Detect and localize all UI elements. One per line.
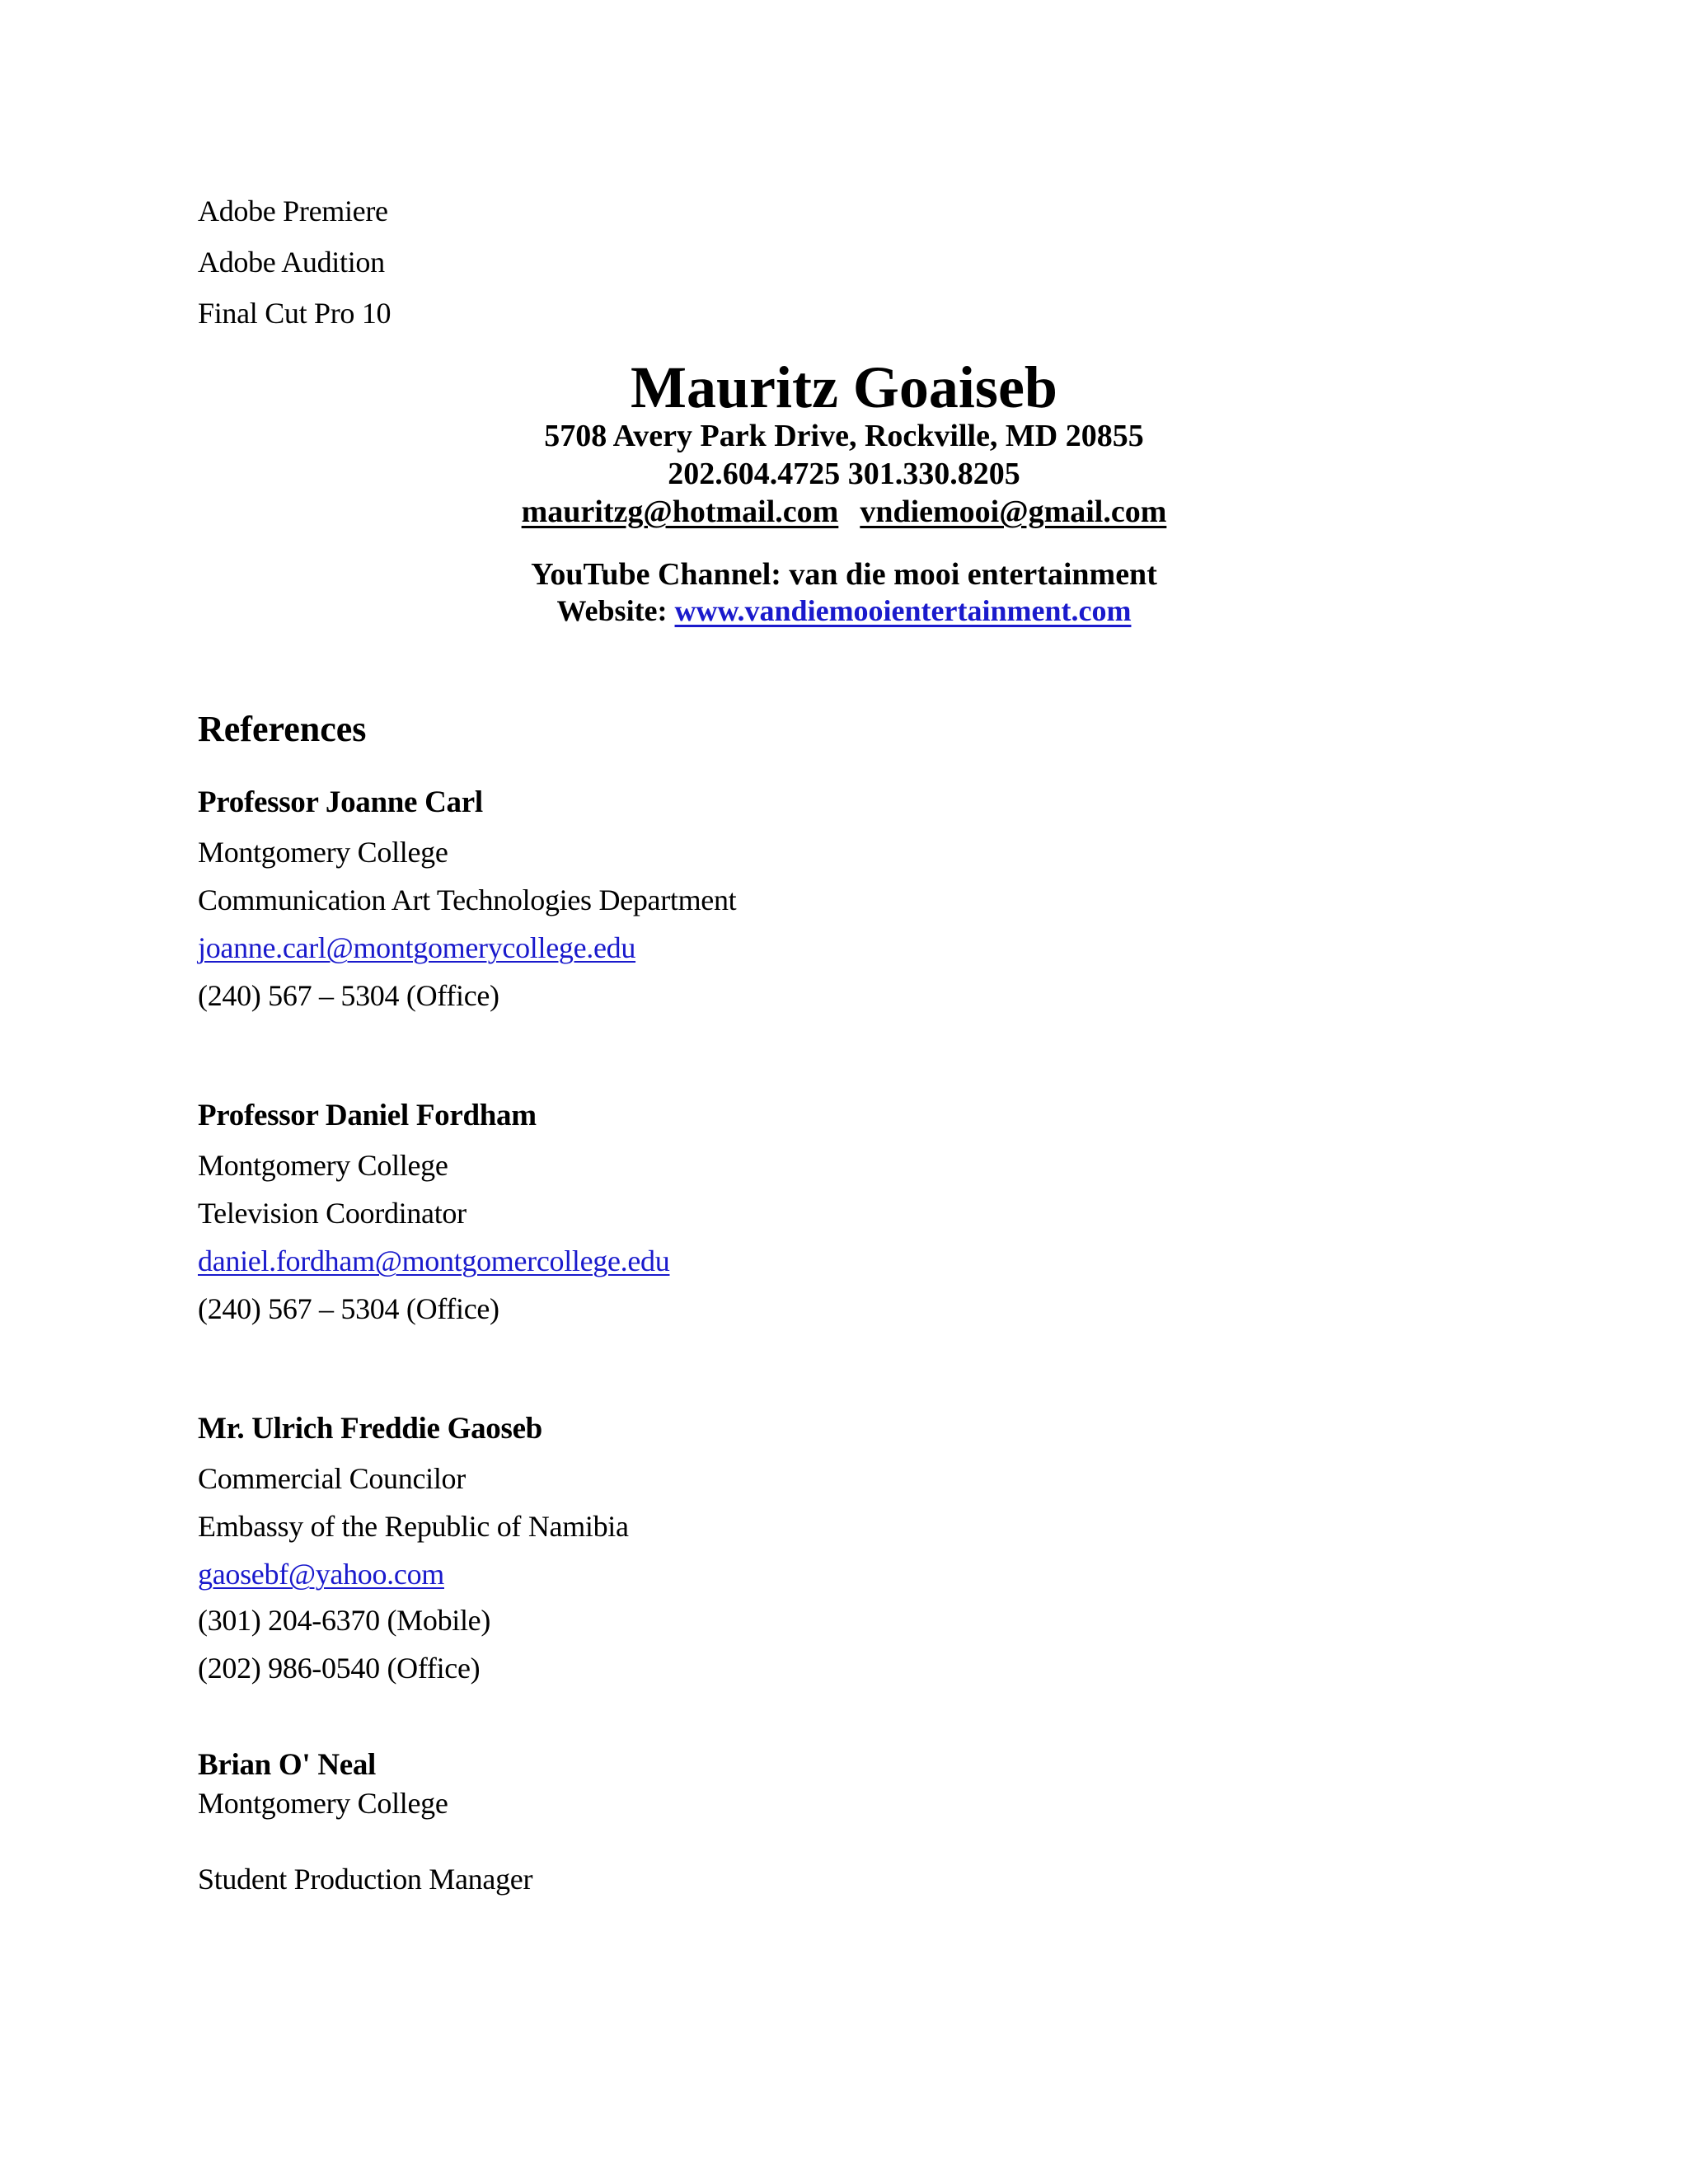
email-line bbox=[0, 493, 1688, 531]
reference-role: Television Coordinator bbox=[198, 1197, 467, 1230]
skill-item: Adobe Audition bbox=[198, 246, 385, 279]
website-line bbox=[0, 592, 1688, 630]
reference-phone-office: (202) 986-0540 (Office) bbox=[198, 1652, 481, 1685]
skill-item: Adobe Premiere bbox=[198, 194, 388, 227]
reference-name: Brian O' Neal bbox=[198, 1748, 377, 1782]
email-gmail[interactable]: vndiemooi@gmail.com bbox=[860, 494, 1167, 529]
phone-line: 202.604.4725 301.330.8205 bbox=[668, 457, 1020, 491]
reference-name: Professor Daniel Fordham bbox=[198, 1099, 537, 1132]
reference-org: Montgomery College bbox=[198, 836, 448, 869]
references-heading: References bbox=[198, 709, 367, 749]
reference-email-link[interactable]: daniel.fordham@montgomercollege.edu bbox=[198, 1244, 670, 1277]
website-link[interactable]: www.vandiemooientertainment.com bbox=[674, 594, 1132, 627]
email-hotmail[interactable]: mauritzg@hotmail.com bbox=[521, 494, 839, 529]
address-line: 5708 Avery Park Drive, Rockville, MD 20855 bbox=[544, 419, 1144, 453]
reference-name: Mr. Ulrich Freddie Gaoseb bbox=[198, 1412, 542, 1446]
skill-item: Final Cut Pro 10 bbox=[198, 297, 392, 330]
reference-email-link[interactable]: gaosebf@yahoo.com bbox=[198, 1558, 444, 1591]
reference-email-link[interactable]: joanne.carl@montgomerycollege.edu bbox=[198, 931, 636, 964]
reference-role: Commercial Councilor bbox=[198, 1462, 466, 1495]
reference-role: Communication Art Technologies Department bbox=[198, 883, 737, 916]
website-label: Website: bbox=[556, 594, 675, 627]
reference-phone: (240) 567 – 5304 (Office) bbox=[198, 1292, 499, 1325]
person-name: Mauritz Goaiseb bbox=[631, 354, 1057, 420]
reference-phone: (240) 567 – 5304 (Office) bbox=[198, 979, 499, 1012]
reference-org: Montgomery College bbox=[198, 1149, 448, 1182]
youtube-line: YouTube Channel: van die mooi entertainment bbox=[531, 557, 1157, 592]
reference-role: Student Production Manager bbox=[198, 1863, 533, 1896]
reference-org: Montgomery College bbox=[198, 1787, 448, 1820]
reference-phone-mobile: (301) 204-6370 (Mobile) bbox=[198, 1604, 491, 1637]
reference-org: Embassy of the Republic of Namibia bbox=[198, 1510, 629, 1543]
reference-name: Professor Joanne Carl bbox=[198, 785, 483, 819]
